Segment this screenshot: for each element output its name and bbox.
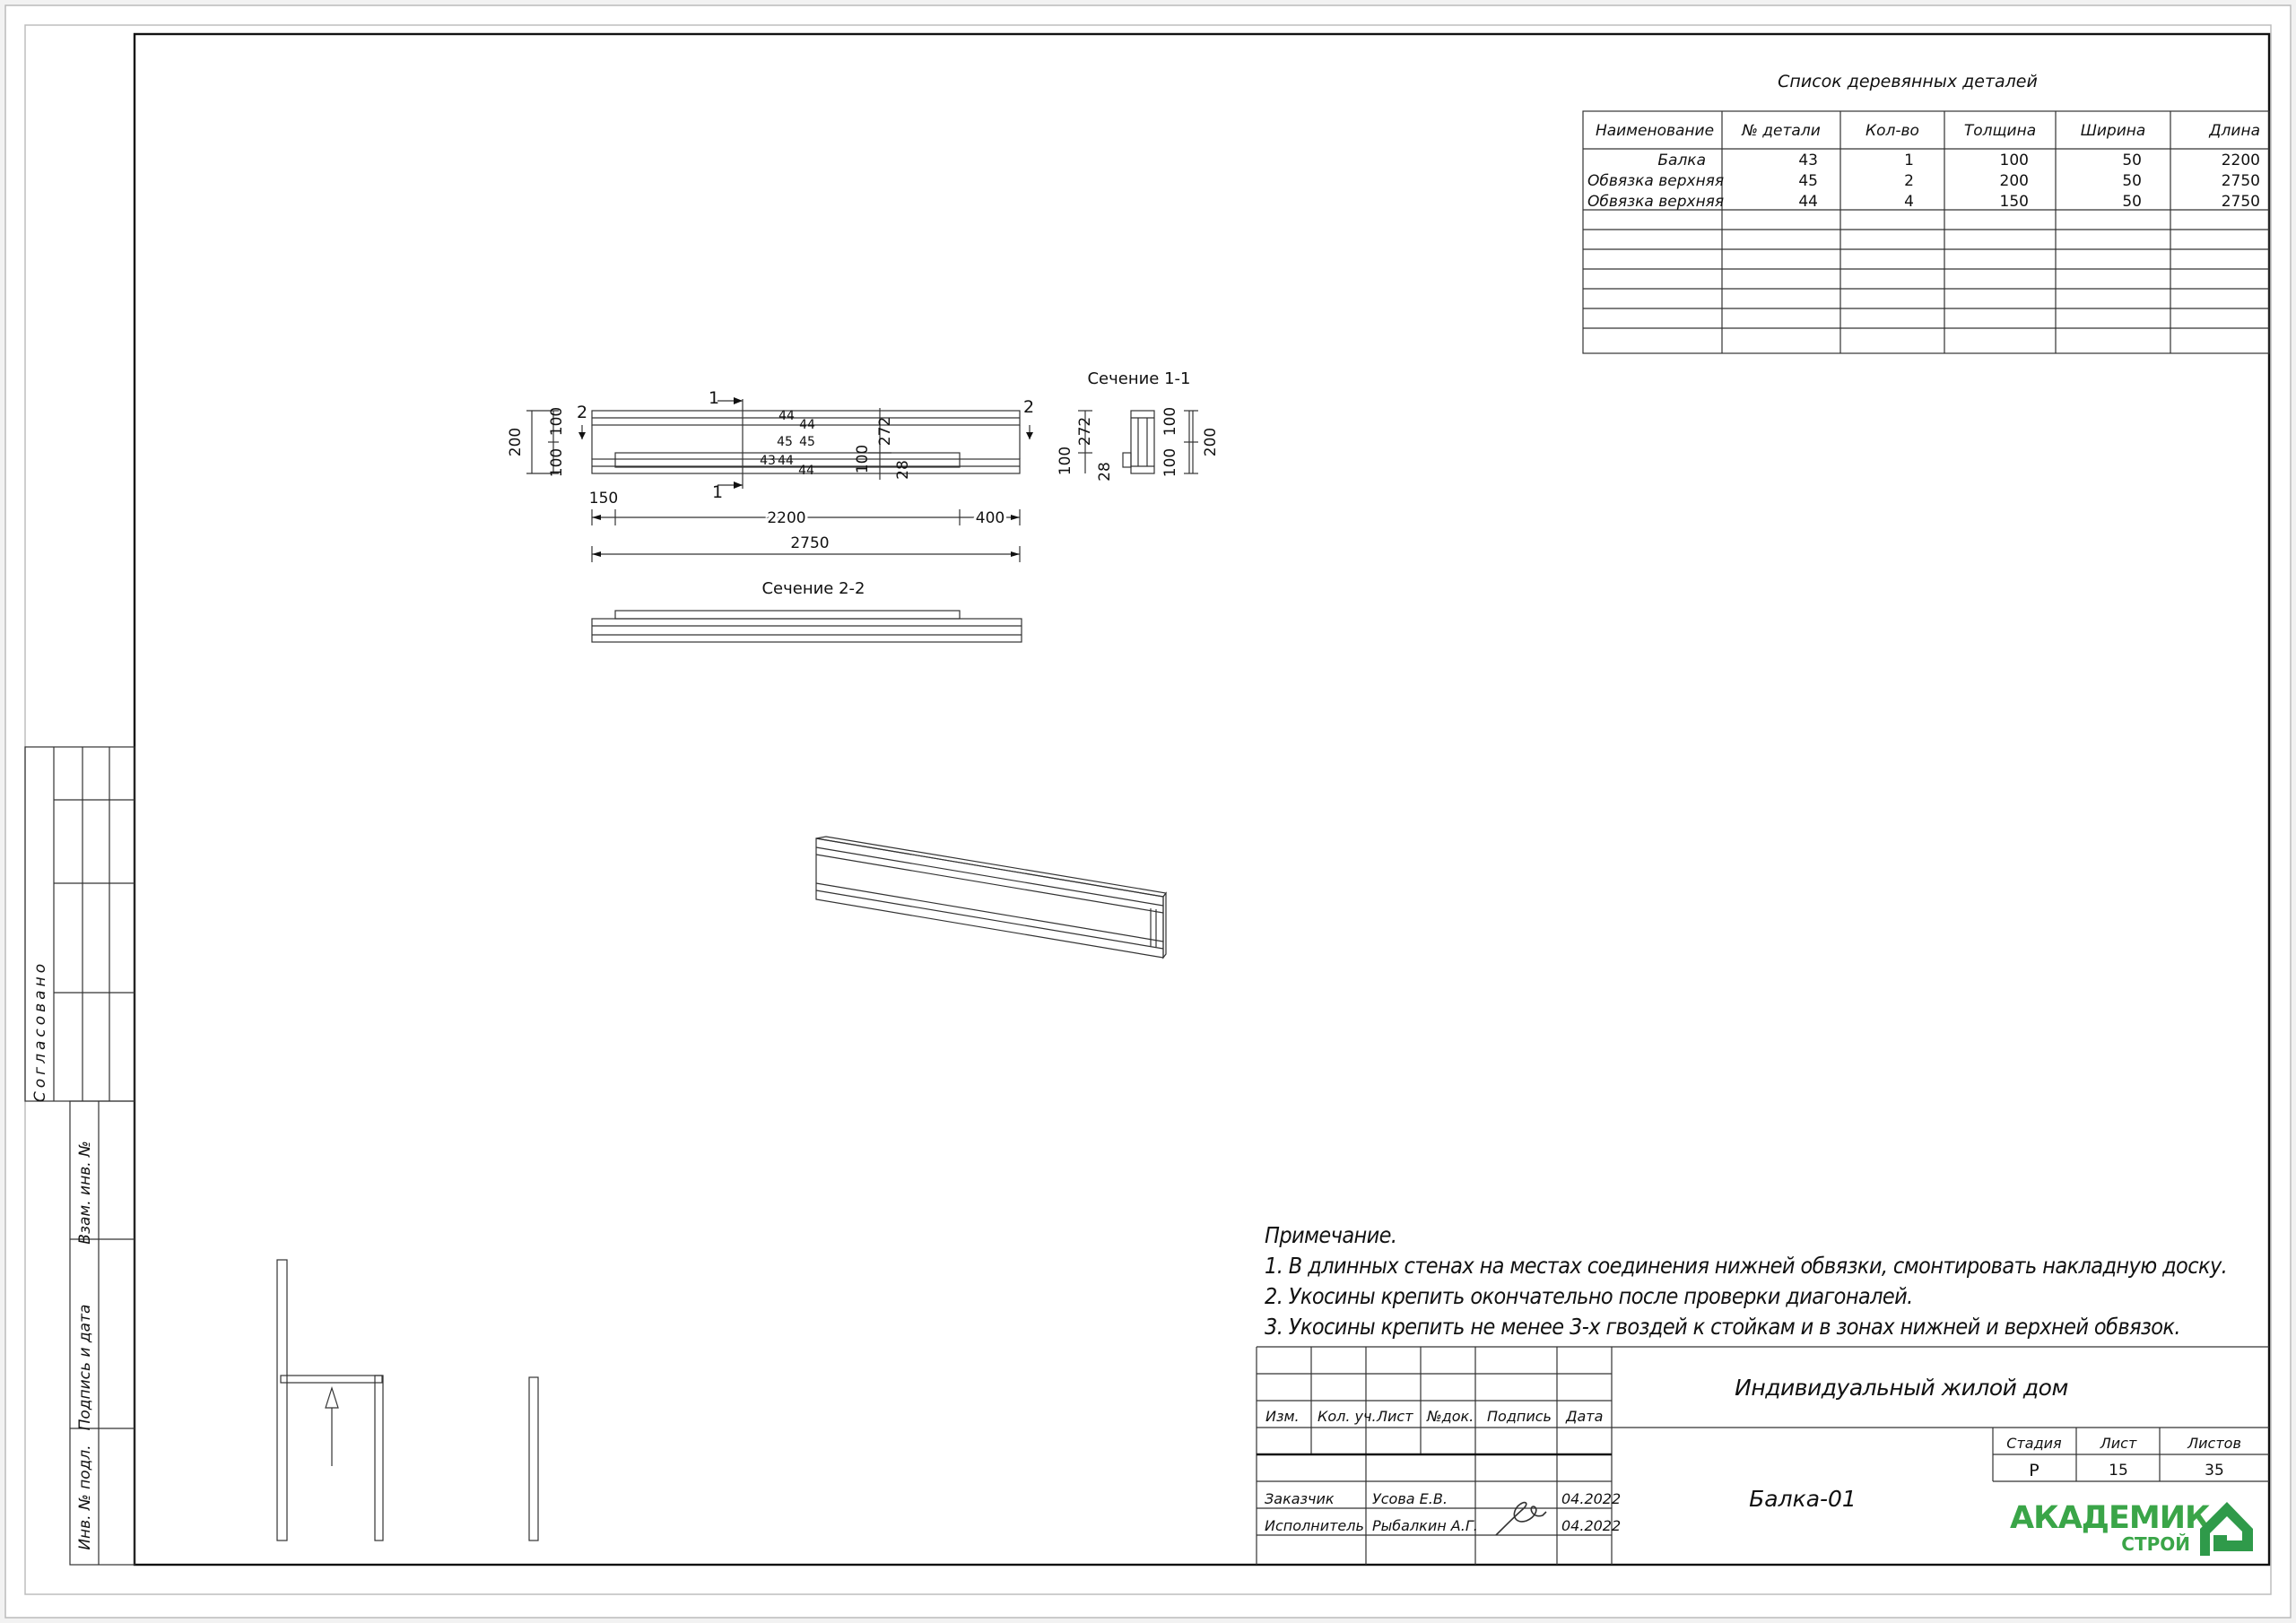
logo-sub-text: СТРОЙ	[2121, 1533, 2190, 1555]
svg-text:100: 100	[1999, 152, 2029, 169]
note-1: 1. В длинных стенах на местах соединения нижней обвязки, смонтировать накладную доску.	[1265, 1253, 2228, 1279]
svg-text:2750: 2750	[2221, 172, 2260, 190]
svg-text:Балка: Балка	[1657, 152, 1706, 169]
header-length: Длина	[2209, 122, 2260, 140]
svg-text:4: 4	[1904, 193, 1914, 211]
tb-customer-date: 04.2022	[1561, 1490, 1622, 1507]
header-name: Наименование	[1595, 122, 1715, 140]
section-2-label: Сечение 2-2	[761, 579, 865, 598]
tb-sheets-label: Листов	[2187, 1435, 2241, 1452]
tb-stage-value: Р	[2029, 1461, 2039, 1480]
tb-col-change: Изм.	[1265, 1408, 1300, 1425]
dim-150: 150	[588, 490, 619, 508]
section-2-mark-right: 2	[1022, 397, 1035, 417]
label-44-inner: 44	[778, 454, 794, 468]
dim-upper-height: 100	[548, 406, 566, 437]
note-2: 2. Укосины крепить окончательно после проверки диагоналей.	[1265, 1283, 1913, 1309]
section-2-mark-left: 2	[576, 403, 588, 422]
svg-text:50: 50	[2122, 152, 2142, 169]
svg-text:50: 50	[2122, 172, 2142, 190]
notes-heading: Примечание.	[1265, 1222, 1397, 1248]
tb-sheet-title: Балка-01	[1749, 1486, 1857, 1512]
svg-text:Обвязка верхняя: Обвязка верхняя	[1587, 172, 1725, 190]
label-44-second: 44	[799, 418, 815, 432]
section-1-dim-lower: 100	[1161, 447, 1179, 478]
svg-text:150: 150	[1999, 193, 2029, 211]
dim-2200: 2200	[767, 509, 806, 527]
tb-col-sheet: Лист	[1377, 1408, 1413, 1425]
dim-28: 28	[894, 460, 912, 480]
svg-text:Обвязка верхняя: Обвязка верхняя	[1587, 193, 1725, 211]
svg-text:50: 50	[2122, 193, 2142, 211]
section-1-mark-bottom: 1	[711, 482, 724, 502]
label-44-bottom: 44	[798, 464, 814, 478]
header-qty: Кол-во	[1866, 122, 1919, 140]
section-1-dim-upper: 100	[1161, 406, 1179, 437]
label-45-right: 45	[799, 435, 815, 449]
svg-text:45: 45	[1798, 172, 1818, 190]
svg-text:200: 200	[1999, 172, 2029, 190]
side-stamp-interchange: Взам. инв. №	[76, 1141, 94, 1245]
side-stamp-signature-date: Подпись и дата	[76, 1304, 94, 1431]
tb-executor-role: Исполнитель	[1265, 1517, 1364, 1534]
tb-col-signature: Подпись	[1487, 1408, 1552, 1425]
tb-executor-name: Рыбалкин А.Г.	[1372, 1517, 1478, 1534]
section-1-label: Сечение 1-1	[1087, 369, 1191, 388]
tb-col-doc: №док.	[1427, 1408, 1474, 1425]
section-1-dim-overall: 200	[1202, 427, 1220, 457]
svg-text:2750: 2750	[2221, 193, 2260, 211]
logo-main-text: АКАДЕМИК	[2010, 1500, 2210, 1536]
section-1-dim-100: 100	[1057, 446, 1074, 476]
tb-sheets-value: 35	[2205, 1462, 2224, 1480]
side-stamp-inventory: Инв. № подл.	[76, 1445, 94, 1550]
header-part-no: № детали	[1742, 122, 1821, 140]
dim-400: 400	[975, 509, 1005, 527]
svg-text:43: 43	[1798, 152, 1818, 169]
parts-table-title: Список деревянных деталей	[1778, 72, 2038, 91]
note-3: 3. Укосины крепить не менее 3-х гвоздей к стойкам и в зонах нижней и верхней обвязок.	[1265, 1314, 2180, 1340]
tb-col-count: Кол. уч.	[1318, 1408, 1377, 1425]
svg-text:1: 1	[1904, 152, 1914, 169]
dim-272: 272	[876, 416, 894, 447]
label-43: 43	[760, 454, 776, 468]
label-45-left: 45	[777, 435, 793, 449]
svg-text:2200: 2200	[2221, 152, 2260, 169]
tb-project-title: Индивидуальный жилой дом	[1735, 1375, 2068, 1401]
tb-sheet-label: Лист	[2100, 1435, 2137, 1452]
section-1-dim-272: 272	[1076, 416, 1094, 447]
tb-executor-date: 04.2022	[1561, 1517, 1622, 1534]
dim-100: 100	[854, 444, 872, 474]
tb-customer-name: Усова Е.В.	[1372, 1490, 1448, 1507]
section-1-mark-top: 1	[708, 388, 720, 408]
header-width: Ширина	[2080, 122, 2146, 140]
section-1-dim-28: 28	[1096, 462, 1114, 482]
tb-customer-role: Заказчик	[1265, 1490, 1335, 1507]
dim-overall-height: 200	[507, 427, 525, 457]
header-thickness: Толщина	[1963, 122, 2037, 140]
label-44-top: 44	[778, 409, 795, 423]
svg-text:44: 44	[1798, 193, 1818, 211]
tb-sheet-value: 15	[2109, 1462, 2128, 1480]
svg-text:2: 2	[1904, 172, 1914, 190]
side-stamp-agreed: Согласовано	[31, 959, 49, 1103]
tb-stage-label: Стадия	[2006, 1435, 2062, 1452]
dim-lower-height: 100	[548, 447, 566, 478]
dim-2750: 2750	[790, 534, 830, 552]
tb-col-date: Дата	[1566, 1408, 1604, 1425]
